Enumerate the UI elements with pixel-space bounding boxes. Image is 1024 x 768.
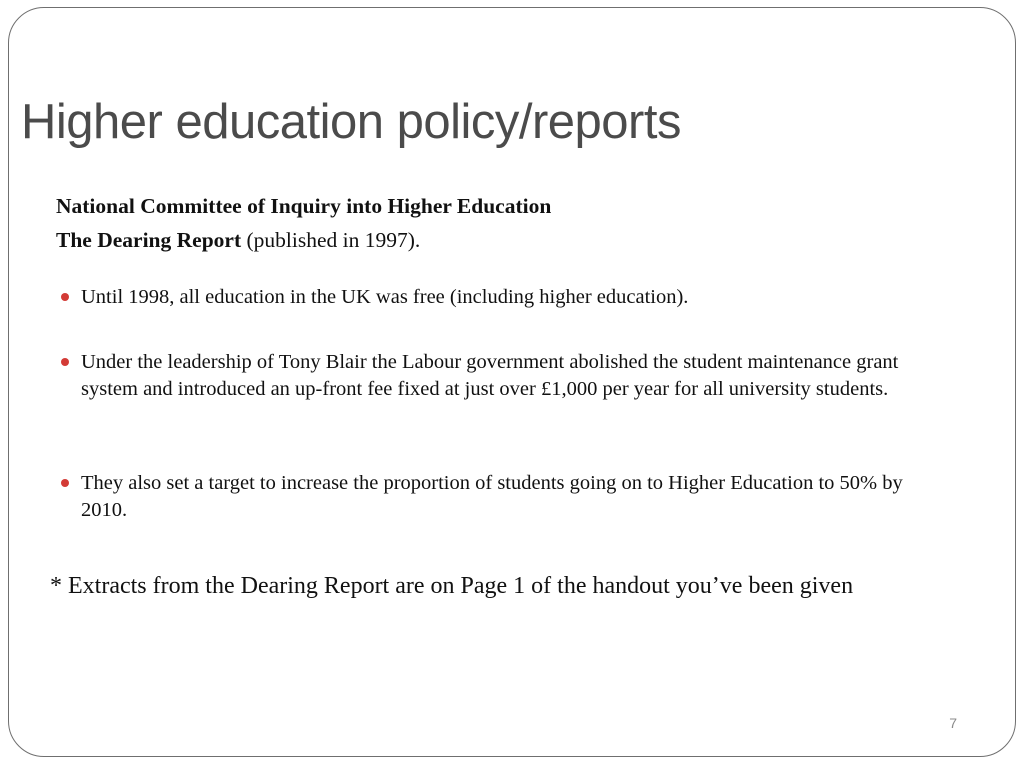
report-line	[56, 223, 551, 257]
report-heading	[56, 189, 551, 257]
report-name: The Dearing Report	[56, 228, 242, 252]
slide-frame	[8, 7, 1016, 757]
bullet-text: They also set a target to increase the proportion of students going on to Higher Education to 50% by 2010.	[81, 472, 903, 521]
bullet-text: Until 1998, all education in the UK was free (including higher education).	[81, 286, 689, 308]
list-item	[61, 349, 931, 403]
bullet-dot-icon	[61, 479, 69, 487]
bullet-text: Under the leadership of Tony Blair the Labour government abolished the student maintenance grant system and introduced an up-front fee fixed at just over £1,000 per year for all university students.	[81, 351, 899, 400]
page-number: 7	[949, 715, 957, 731]
bullet-dot-icon	[61, 358, 69, 366]
handout-note: * Extracts from the Dearing Report are on Page 1 of the handout you’ve been given	[50, 573, 854, 599]
published-date: (published in 1997).	[246, 228, 421, 252]
committee-name: National Committee of Inquiry into Higher Education	[56, 194, 552, 218]
list-item	[61, 470, 931, 524]
list-item	[61, 284, 931, 311]
bullet-dot-icon	[61, 293, 69, 301]
slide-title: Higher education policy/reports	[21, 95, 681, 149]
